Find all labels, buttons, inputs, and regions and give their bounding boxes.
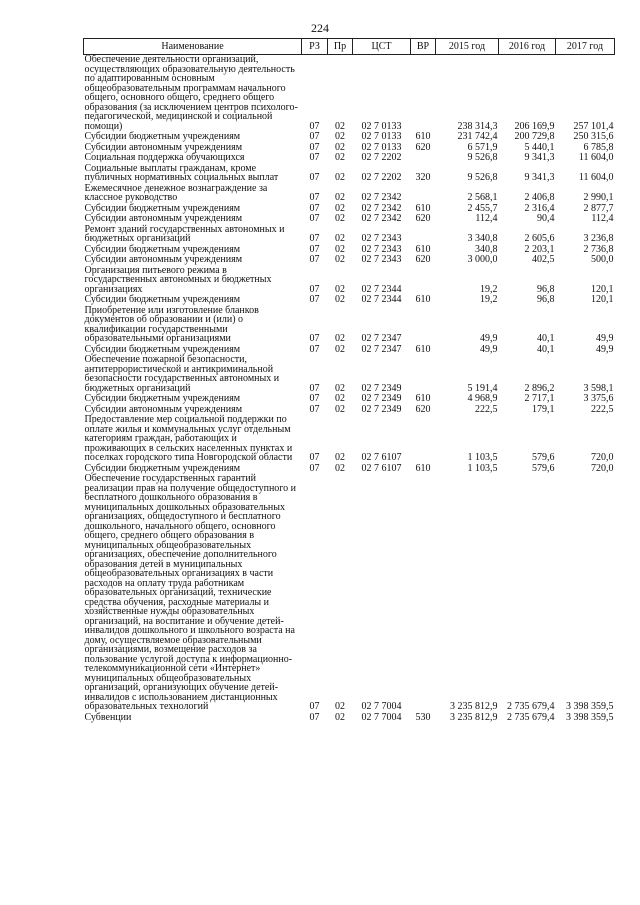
row-value-2017: 2 990,1 [583, 192, 614, 203]
row-cst: 02 7 0133 [361, 141, 402, 153]
table-row [84, 55, 615, 132]
row-rz: 07 [309, 213, 320, 224]
table-row [84, 164, 615, 183]
row-value-2016: 9 341,3 [524, 172, 555, 183]
row-rz: 07 [309, 120, 320, 132]
row-value-2016: 2 735 679,4 [507, 701, 555, 712]
table-row [84, 415, 615, 463]
row-value-2017: 6 785,8 [583, 141, 614, 153]
row-value-2017: 3 236,8 [583, 233, 614, 244]
row-pr: 02 [335, 462, 345, 474]
header-2015: 2015 год [436, 39, 499, 55]
row-name: Субсидии бюджетным учреждениям [84, 462, 241, 474]
table-row [84, 306, 615, 344]
row-value-2016: 579,6 [532, 462, 555, 474]
row-value-2016: 2 717,1 [524, 393, 555, 404]
row-vr [411, 474, 436, 712]
row-pr: 02 [335, 192, 345, 203]
row-value-2016: 90,4 [537, 213, 555, 224]
row-value-2017: 49,9 [596, 343, 614, 355]
row-cst: 02 7 2349 [361, 382, 402, 394]
row-rz: 07 [309, 172, 320, 183]
row-cst: 02 7 6107 [361, 462, 402, 474]
row-value-2017: 257 101,4 [573, 120, 614, 132]
table-row [84, 214, 615, 224]
row-pr: 02 [335, 120, 345, 132]
row-rz: 07 [309, 343, 320, 355]
row-pr: 02 [335, 403, 345, 415]
table-row [84, 132, 615, 142]
row-pr: 02 [335, 243, 345, 255]
row-vr [411, 225, 436, 244]
row-rz: 07 [309, 233, 320, 244]
row-cst: 02 7 2202 [361, 172, 402, 183]
row-value-2015: 9 526,8 [467, 152, 498, 163]
row-vr: 530 [415, 711, 431, 723]
row-cst: 02 7 2344 [361, 283, 402, 295]
row-name: Субсидии бюджетным учреждениям [84, 131, 241, 142]
row-vr: 620 [415, 254, 431, 265]
row-value-2015: 9 526,8 [467, 172, 498, 183]
row-pr: 02 [335, 141, 345, 153]
row-rz: 07 [309, 452, 320, 463]
row-rz: 07 [309, 141, 320, 153]
row-value-2016: 40,1 [537, 333, 555, 344]
row-cst: 02 7 2202 [361, 152, 402, 163]
row-value-2016: 96,8 [537, 294, 555, 305]
row-name: Субсидии бюджетным учреждениям [84, 202, 241, 214]
row-pr: 02 [335, 333, 345, 344]
table-row [84, 225, 615, 244]
row-name: Субвенции [84, 711, 132, 723]
row-pr: 02 [335, 213, 345, 224]
row-value-2017: 3 598,1 [583, 382, 614, 394]
row-name: Субсидии бюджетным учреждениям [84, 393, 241, 404]
row-rz: 07 [309, 333, 320, 344]
row-value-2016: 5 440,1 [524, 141, 555, 153]
row-rz: 07 [309, 131, 320, 142]
row-value-2015: 2 455,7 [467, 202, 498, 214]
row-rz: 07 [309, 254, 320, 265]
header-vr: ВР [411, 39, 436, 55]
row-cst: 02 7 2343 [361, 254, 402, 265]
header-cst: ЦСТ [353, 39, 411, 55]
header-name: Наименование [84, 39, 302, 55]
row-value-2015: 231 742,4 [457, 131, 498, 142]
row-rz: 07 [309, 192, 320, 203]
row-value-2017: 250 315,6 [573, 131, 614, 142]
row-value-2017: 3 375,6 [583, 393, 614, 404]
row-vr [411, 55, 436, 132]
row-value-2016: 2 316,4 [524, 202, 555, 214]
row-value-2016: 40,1 [537, 343, 555, 355]
row-pr: 02 [335, 393, 345, 404]
row-name: Субсидии автономным учреждениям [84, 254, 243, 265]
row-name: Ежемесячное денежное вознаграждение за классное руководство [84, 182, 268, 203]
row-value-2016: 2 735 679,4 [507, 711, 555, 723]
row-value-2015: 4 968,9 [467, 393, 498, 404]
row-pr: 02 [335, 172, 345, 183]
header-2016: 2016 год [499, 39, 556, 55]
row-name: Организация питьевого режима в государственных автономных и бюджетных организациях [84, 264, 272, 295]
row-cst: 02 7 2347 [361, 343, 402, 355]
row-rz: 07 [309, 403, 320, 415]
row-cst: 02 7 2344 [361, 294, 402, 305]
row-pr: 02 [335, 283, 345, 295]
row-value-2017: 720,0 [591, 452, 614, 463]
row-value-2015: 19,2 [480, 294, 498, 305]
row-value-2016: 179,1 [532, 403, 555, 415]
table-row [84, 204, 615, 214]
row-value-2017: 3 398 359,5 [566, 701, 614, 712]
table-row [84, 153, 615, 163]
row-value-2015: 238 314,3 [457, 120, 498, 132]
row-vr [411, 184, 436, 203]
row-value-2017: 120,1 [591, 283, 614, 295]
row-pr: 02 [335, 254, 345, 265]
row-rz: 07 [309, 393, 320, 404]
row-vr [411, 415, 436, 463]
row-value-2015: 3 000,0 [467, 254, 498, 265]
row-pr: 02 [335, 701, 345, 712]
table-row [84, 474, 615, 712]
row-vr: 610 [415, 462, 431, 474]
table-row [84, 255, 615, 265]
row-pr: 02 [335, 131, 345, 142]
row-rz: 07 [309, 152, 320, 163]
row-cst: 02 7 2342 [361, 192, 402, 203]
row-name: Социальные выплаты гражданам, кроме публичных нормативных социальных выплат [84, 162, 279, 183]
row-vr: 620 [415, 213, 431, 224]
row-value-2016: 2 605,6 [524, 233, 555, 244]
row-name: Обеспечение государственных гарантий реализации прав на получение общедоступного и бесплатного дошкольного образования в муниципальных дошкольных образовательных организациях, общедоступного и бесплатного дошкольного, начального общего, основного общего, среднего общего образования в муниципальных общеобразовательных организациях, обеспечение дополнительного образования детей в муниципальных общеобразовательных организациях в части расходов на оплату труда работникам образовательных организаций, технические средства обучения, расходные материалы и хозяйственные нужды образовательных организаций, на воспитание и обучение детей-инвалидов дошкольного и школьного возраста на дому, осуществляемое образовательными организациями, возмещение расходов за пользование услугой доступа к информационно-телекоммуникационной сети «Интернет» муниципальных общеобразовательных организаций, организующих обучение детей-инвалидов с использованием дистанционных образовательных технологий [84, 473, 297, 712]
table-header-row [84, 39, 615, 55]
row-value-2015: 3 235 812,9 [450, 701, 498, 712]
row-rz: 07 [309, 382, 320, 394]
row-vr [411, 266, 436, 295]
row-value-2015: 3 235 812,9 [450, 711, 498, 723]
row-cst: 02 7 0133 [361, 120, 402, 132]
row-name: Обеспечение пожарной безопасности, антитеррористической и антикриминальной безопасности государственных автономных и бюджетных организаций [84, 354, 280, 394]
row-value-2017: 500,0 [591, 254, 614, 265]
row-value-2017: 11 604,0 [578, 152, 614, 163]
row-rz: 07 [309, 294, 320, 305]
row-value-2016: 206 169,9 [514, 120, 555, 132]
row-pr: 02 [335, 294, 345, 305]
row-name: Субсидии бюджетным учреждениям [84, 294, 241, 305]
table-row [84, 266, 615, 295]
header-rz: РЗ [302, 39, 328, 55]
row-name: Субсидии автономным учреждениям [84, 141, 243, 153]
row-value-2016: 2 406,8 [524, 192, 555, 203]
row-name: Субсидии бюджетным учреждениям [84, 243, 241, 255]
row-vr: 610 [415, 343, 431, 355]
header-pr: Пр [328, 39, 353, 55]
row-cst: 02 7 2349 [361, 403, 402, 415]
row-value-2016: 2 896,2 [524, 382, 555, 394]
row-rz: 07 [309, 462, 320, 474]
page-number: 224 [311, 21, 329, 35]
table-row [84, 394, 615, 404]
row-value-2015: 5 191,4 [467, 382, 498, 394]
row-vr: 610 [415, 393, 431, 404]
row-value-2017: 222,5 [591, 403, 614, 415]
row-pr: 02 [335, 382, 345, 394]
row-value-2015: 222,5 [475, 403, 498, 415]
row-cst: 02 7 2343 [361, 233, 402, 244]
row-value-2017: 112,4 [591, 213, 614, 224]
row-value-2017: 2 736,8 [583, 243, 614, 255]
row-value-2016: 402,5 [532, 254, 555, 265]
table-row [84, 464, 615, 474]
row-rz: 07 [309, 243, 320, 255]
table-body [84, 55, 615, 724]
row-cst: 02 7 7004 [361, 711, 402, 723]
row-pr: 02 [335, 711, 345, 723]
table-row [84, 355, 615, 393]
row-value-2015: 49,9 [480, 333, 498, 344]
row-vr [411, 153, 436, 163]
row-vr: 610 [415, 131, 431, 142]
row-cst: 02 7 2349 [361, 393, 402, 404]
row-pr: 02 [335, 202, 345, 214]
row-value-2017: 11 604,0 [578, 172, 614, 183]
row-cst: 02 7 2343 [361, 243, 402, 255]
row-value-2015: 340,8 [475, 243, 498, 255]
row-value-2017: 49,9 [596, 333, 614, 344]
row-value-2015: 112,4 [475, 213, 498, 224]
row-value-2015: 1 103,5 [467, 462, 498, 474]
row-value-2015: 3 340,8 [467, 233, 498, 244]
row-rz: 07 [309, 202, 320, 214]
row-cst: 02 7 2342 [361, 202, 402, 214]
row-value-2017: 720,0 [591, 462, 614, 474]
table-row [84, 184, 615, 203]
row-pr: 02 [335, 452, 345, 463]
row-pr: 02 [335, 233, 345, 244]
row-pr: 02 [335, 152, 345, 163]
row-name: Предоставление мер социальной поддержки по оплате жилья и коммунальных услуг отдельным категориям граждан, работающих и проживающих в сельских населенных пунктах и поселках городского типа Новгородской области [84, 414, 293, 463]
row-value-2016: 9 341,3 [524, 152, 555, 163]
table-row [84, 143, 615, 153]
row-name: Ремонт зданий государственных автономных и бюджетных организаций [84, 223, 285, 244]
row-vr: 620 [415, 141, 431, 153]
row-rz: 07 [309, 711, 320, 723]
row-name: Субсидии автономным учреждениям [84, 403, 243, 415]
row-name: Субсидии автономным учреждениям [84, 213, 243, 224]
row-cst: 02 7 2342 [361, 213, 402, 224]
row-name: Приобретение или изготовление бланков документов об образовании и (или) о квалификации государственными образовательными организациями [84, 304, 259, 344]
row-value-2017: 2 877,7 [583, 202, 614, 214]
row-vr: 610 [415, 202, 431, 214]
row-vr [411, 306, 436, 344]
row-value-2015: 19,2 [480, 283, 498, 295]
row-vr: 610 [415, 243, 431, 255]
row-value-2015: 2 568,1 [467, 192, 498, 203]
row-value-2017: 3 398 359,5 [566, 711, 614, 723]
row-name: Социальная поддержка обучающихся [84, 152, 245, 163]
header-2017: 2017 год [556, 39, 615, 55]
table-row [84, 405, 615, 415]
row-name: Субсидии бюджетным учреждениям [84, 343, 241, 355]
row-vr [411, 355, 436, 393]
table-row [84, 295, 615, 305]
row-name: Обеспечение деятельности организаций, осуществляющих образовательную деятельность по адаптированным основным общеобразовательным программам начального общего, основного общего, среднего общего образования (за исключением центров психолого-педагогической, медицинской и социальной помощи) [84, 54, 298, 132]
row-vr: 620 [415, 403, 431, 415]
table-row [84, 345, 615, 355]
table-row [84, 713, 615, 723]
row-vr: 320 [415, 172, 431, 183]
row-cst: 02 7 6107 [361, 452, 402, 463]
row-value-2016: 2 203,1 [524, 243, 555, 255]
table-row [84, 245, 615, 255]
row-value-2017: 120,1 [591, 294, 614, 305]
row-value-2015: 1 103,5 [467, 452, 498, 463]
row-cst: 02 7 2347 [361, 333, 402, 344]
row-cst: 02 7 0133 [361, 131, 402, 142]
row-vr: 610 [415, 294, 431, 305]
row-rz: 07 [309, 283, 320, 295]
row-cst: 02 7 7004 [361, 701, 402, 712]
row-value-2016: 96,8 [537, 283, 555, 295]
budget-table [83, 38, 615, 723]
row-value-2015: 49,9 [480, 343, 498, 355]
row-value-2015: 6 571,9 [467, 141, 498, 153]
row-rz: 07 [309, 701, 320, 712]
row-pr: 02 [335, 343, 345, 355]
row-value-2016: 200 729,8 [514, 131, 555, 142]
row-value-2016: 579,6 [532, 452, 555, 463]
